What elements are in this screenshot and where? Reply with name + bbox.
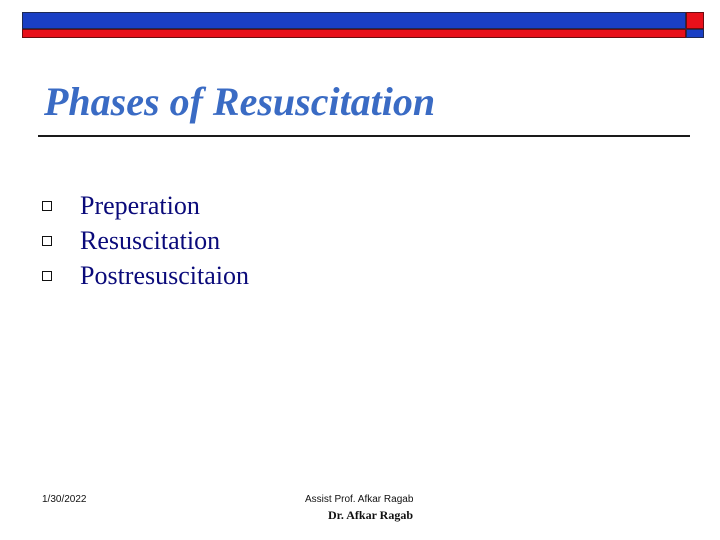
footer-date: 1/30/2022 [42, 494, 87, 505]
title-divider [38, 135, 690, 137]
square-bullet-icon [42, 236, 52, 246]
square-bullet-icon [42, 271, 52, 281]
header-corner-red-block [686, 12, 704, 29]
footer-author: Assist Prof. Afkar Ragab [305, 494, 414, 505]
square-bullet-icon [42, 201, 52, 211]
header-blue-band [22, 12, 686, 29]
header-decoration-bar [22, 12, 704, 38]
header-corner-blue-block [686, 29, 704, 38]
bullet-label: Resuscitation [80, 226, 221, 255]
header-red-band [22, 29, 686, 38]
footer-presenter-name: Dr. Afkar Ragab [328, 508, 414, 522]
bullet-label: Preperation [80, 191, 200, 220]
slide-title: Phases of Resuscitation [44, 79, 436, 124]
bullet-label: Postresuscitaion [80, 261, 249, 290]
